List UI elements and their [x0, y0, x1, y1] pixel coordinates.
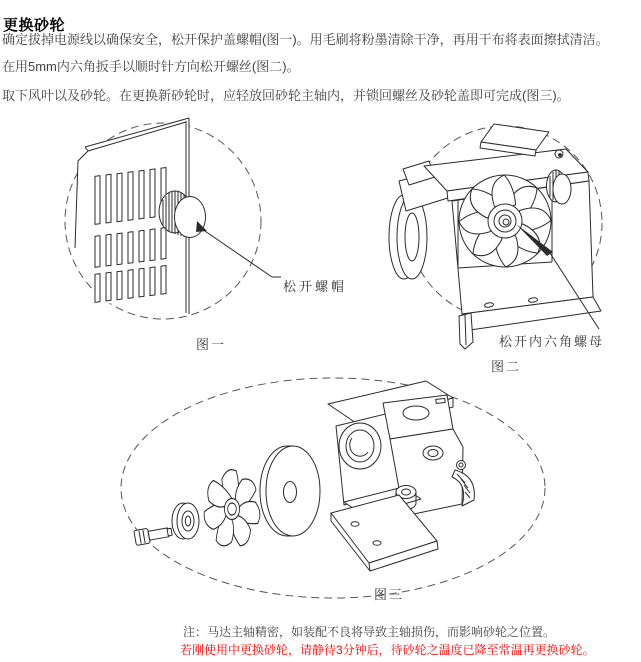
page-title: 更换砂轮	[3, 17, 66, 35]
figure3-dashed-ellipse	[121, 378, 545, 598]
washer	[172, 503, 199, 539]
note-text: 注：马达主轴精密，如装配不良将导致主轴损伤，而影响砂轮之位置。	[183, 625, 556, 639]
warning-text: 若刚使用中更换砂轮，请静待3分钟后，待砂轮之温度已降至常温再更换砂轮。	[180, 643, 595, 657]
figure1-leader-arrow	[196, 221, 281, 277]
grinding-wheel	[260, 446, 320, 536]
paragraph-1: 确定拔掉电源线以确保安全，松开保护盖螺帽(图一)。用毛刷将粉墨清除干净，再用干布将表面擦拭清洁。	[2, 32, 609, 47]
hex-screw	[134, 524, 173, 545]
fan-blade-part	[203, 470, 262, 551]
figure1-drawing	[65, 118, 281, 319]
paragraph-3: 取下风叶以及砂轮。在更换新砂轮时，应轻放回砂轮主轴内，并锁回螺丝及砂轮盖即可完成(图三)。	[2, 88, 570, 103]
figure3-caption: 图三	[374, 587, 405, 602]
figure1-caption: 图一	[196, 337, 227, 352]
grinder-body	[389, 124, 601, 349]
figure1-callout-label: 松开螺帽	[283, 279, 348, 294]
figure3-drawing	[121, 378, 545, 598]
paragraph-2: 在用5mm内六角扳手以顺时针方向松开螺丝(图二)。	[2, 59, 300, 74]
figure2-callout-label: 松开内六角螺母	[499, 334, 605, 349]
vent-grid	[95, 168, 166, 303]
figure2-drawing	[389, 124, 605, 349]
machine-body	[328, 381, 474, 571]
figure2-caption: 图二	[491, 359, 522, 374]
